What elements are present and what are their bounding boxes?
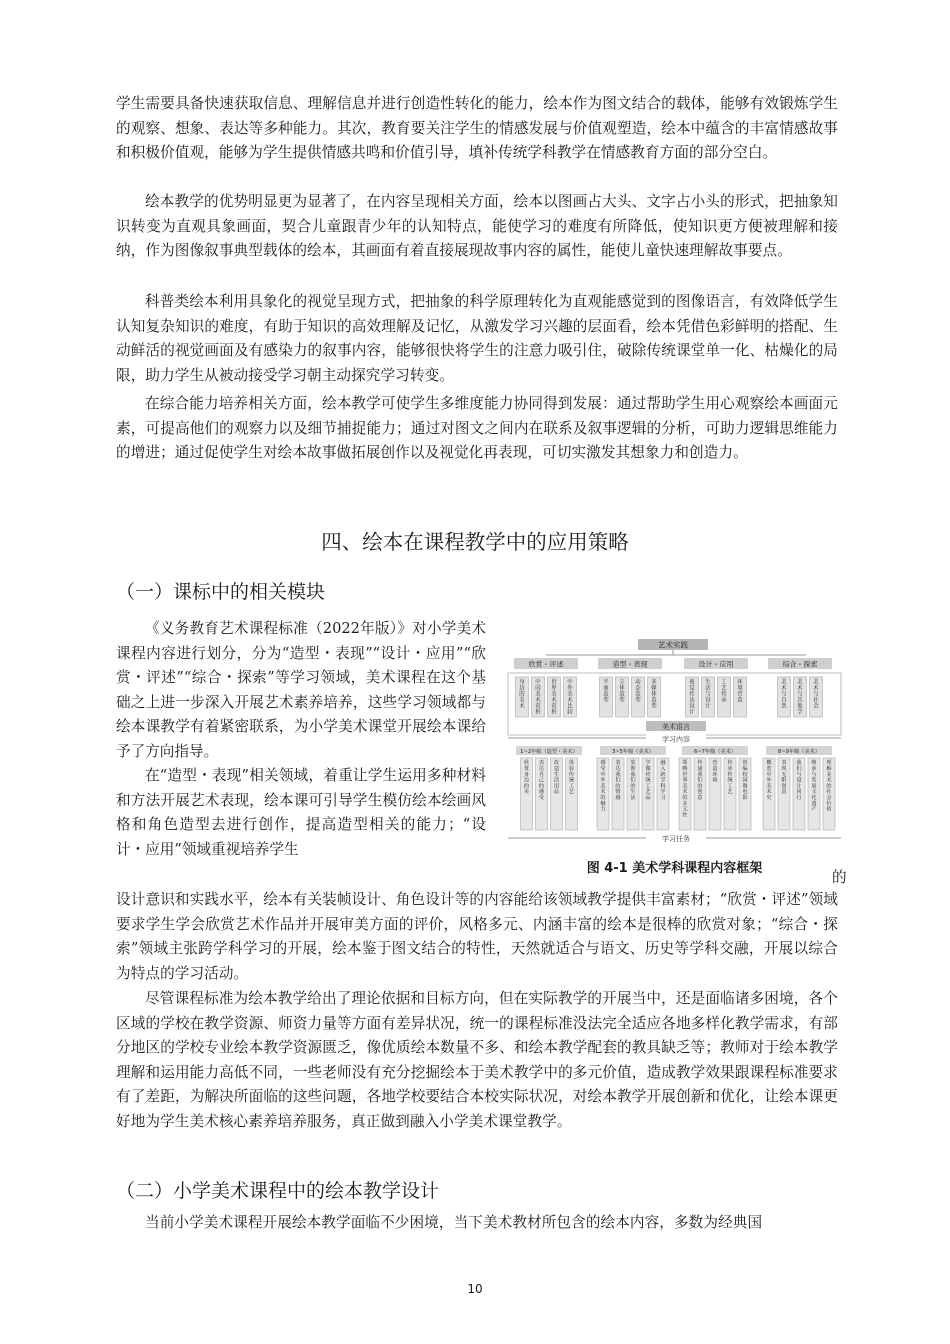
paragraph-6-trailing-char: 的: [832, 869, 847, 886]
paragraph-7: 尽管课程标准为绘本教学给出了理论依据和目标方向，但在实际教学的开展当中，还是面临诸多困境，各个区域的学校在教学资源、师资力量等方面有差异状况，统一的课程标准没法完全适应各地多样化教学需求，有部分地区的学校专业绘本教学资源匮乏，像优质绘本数量不多、和绘本教学配套的教具缺乏等；教师对于绘本教学理解和运用能力高低不同，一些老师没有充分挖掘绘本于美术教学中的多元价值，造成教学效果跟课程标准要求有了差距，为解决所面临的这些问题，各地学校要结合本校实际状况，对绘本教学开展创新和优化，让绘本课更好地为学生美术核心素养培养服务，真正做到融入小学美术课堂教学。: [116, 990, 838, 1130]
paragraph-5: 《义务教育艺术课程标准（2022年版）》对小学美术课程内容进行划分，分为“造型・表现”“设计・应用”“欣赏・评述”“综合・探索”等学习领域，美术课程在这个基础之上进一步深入开展艺术素养培养，这些学习领域都与绘本课教学有着紧密联系，为小学美术课堂开展绘本课给予了方向指导。: [116, 620, 486, 760]
subsection-heading-1: （一）课标中的相关模块: [116, 581, 326, 603]
item-label: 世界美术赏析: [551, 679, 557, 716]
task-label: 学习任务: [662, 835, 690, 843]
grade-item-label: 表现无限创意: [781, 760, 787, 796]
grade-item-label: 融入跨学科学习: [660, 760, 666, 801]
grade-item-label: 表达自己的感受: [538, 760, 545, 801]
grade-item-label: 感受中外美术的魅力: [600, 760, 606, 813]
paragraph-3: 科普类绘本利用具象化的视觉呈现方式，把抽象的科学原理转化为直观能感觉到的图像语言，有效降低学生认知复杂知识的难度，有助于知识的高效理解及记忆，从激发学习兴趣的层面看，绘本凭借色彩鲜明的搭配、生动鲜活的视觉画面及有感染力的叙事内容，能够很快将学生的注意力吸引住，破除传统课堂单一化、枯燥化的局限，助力学生从被动接受学习朝主动探究学习转变。: [116, 293, 838, 384]
item-label: 动态造型: [635, 679, 641, 704]
section-heading: 四、绘本在课程教学中的应用策略: [321, 530, 629, 554]
group-3-label: 设计・应用: [698, 660, 734, 669]
grade-groups: [516, 746, 835, 830]
grade-item-label: 传承传统工艺: [727, 760, 733, 796]
grade-item-label: 欣赏身边的美: [523, 760, 530, 796]
paragraph-6-part-1: 在“造型・表现”相关领域，着重让学生运用多种材料和方法开展艺术表现，绘本课可引导学生模仿绘本绘画风格和角色造型去进行创作，提高造型相关的能力；“设计・应用”领域重视培养学生: [116, 767, 486, 858]
grade-group-label: 3~5年级（美术）: [611, 749, 655, 755]
item-label: 立体造型: [619, 679, 625, 704]
group-4: [768, 658, 832, 669]
grade-item-label: 传递我们的创意: [697, 760, 703, 801]
group-2-label: 造型・表现: [612, 660, 648, 669]
group-items: [516, 677, 823, 717]
group-1: [514, 658, 578, 669]
grade-item-label: 领略世界美术的多元性: [682, 760, 688, 819]
grade-item-label: 表达我们的情感: [615, 760, 621, 801]
group-4-label: 综合・探索: [782, 660, 818, 669]
item-label: 平面造型: [603, 679, 609, 704]
paragraph-6-part-2: 设计意识和实践水平，绘本有关装帧设计、角色设计等的内容能给该领域教学提供丰富素材；“欣赏・评述”领域要求学生学会欣赏艺术作品并开展审美方面的评价，风格多元、内涵丰富的绘本是很棒的欣赏对象；“综合・探索”领域主张跨学科学习的开展，绘本鉴于图文结合的特性，天然就适合与语文、历史等学科交融，开展以综合为特点的学习活动。: [116, 891, 838, 982]
grade-item-label: 体验传统工艺: [568, 760, 575, 796]
item-label: 视觉传达设计: [689, 679, 695, 716]
grade-group-label: 8~9年级（美术）: [777, 749, 821, 755]
content-label: 学习内容: [662, 735, 690, 744]
item-label: 环境营造: [737, 679, 743, 704]
item-label: 工艺传承: [721, 679, 727, 704]
item-label: 身边的美术: [519, 679, 525, 710]
paragraph-8: 当前小学美术课程开展绘本教学面临不少困境，当下美术教材所包含的绘本内容，多数为经典国: [145, 1214, 763, 1231]
grade-item-label: 概览中外美术史: [766, 760, 772, 801]
item-label: 多媒体造型: [651, 679, 657, 710]
grade-group-label: 6~7年级（美术）: [693, 749, 737, 755]
mid-label: 美术语言: [662, 722, 690, 731]
item-label: 美术与自然: [781, 679, 787, 710]
group-2: [598, 658, 662, 669]
item-label: 美术与其他学: [797, 679, 803, 716]
paragraph-1: 学生需要具备快速获取信息、理解信息并进行创造性转化的能力，绘本作为图文结合的载体，能够有效锻炼学生的观察、想象、表达等多种能力。其次，教育要关注学生的情感发展与价值观塑造，绘本中蕴含的丰富情感故事和积极价值观，能够为学生提供情感共鸣和价值引导，填补传统学科教学在情感教育方面的部分空白。: [116, 95, 838, 162]
grade-item-label: 改造生活用品: [553, 760, 560, 796]
item-label: 生活与设计: [705, 679, 711, 710]
group-1-label: 欣赏・评述: [528, 660, 564, 669]
group-3: [684, 658, 748, 669]
grade-item-label: 装饰我们的生活: [630, 760, 636, 801]
figure-caption: 图 4-1 美术学科课程内容框架: [586, 861, 763, 876]
curriculum-framework-diagram: [506, 637, 843, 851]
paragraph-4: 在综合能力培养相关方面，绘本教学可使学生多维度能力协同得到发展：通过帮助学生用心观察绘本画面元素，可提高他们的观察力以及细节捕捉能力；通过对图文之间内在联系及叙事逻辑的分析，可助力逻辑思维能力的增进；通过促使学生对绘本故事做拓展创作以及视觉化再表现，可切实激发其想象力和创造力。: [116, 395, 838, 462]
grade-group-label: 1~2年级（造型・美术）: [520, 749, 578, 755]
grade-item-label: 继承与发展文化遗产: [811, 760, 817, 813]
paragraph-2: 绘本教学的优势明显更为显著了，在内容呈现相关方面，绘本以图画占大头、文字占小头的形式，把抽象知识转变为直观具象画面，契合儿童跟青少年的认知特点，能使学习的难度有所降低，使知识更方便被理解和接纳，作为图像叙事典型载体的绘本，其画面有着直接展现故事内容的属性，能使儿童快速理解故事要点。: [116, 193, 838, 260]
subsection-heading-2: （二）小学美术课程中的绘本教学设计: [116, 1180, 440, 1202]
item-label: 中国美术赏析: [535, 679, 541, 716]
item-label: 中外美术比较: [567, 679, 573, 716]
item-label: 美术与社会: [813, 679, 819, 710]
grade-item-label: 学做传统工艺品: [645, 760, 651, 801]
grade-item-label: 我们与设计同行: [796, 760, 802, 801]
page-number: 10: [467, 1282, 483, 1296]
grade-item-label: 创编校园微电影: [742, 760, 748, 801]
top-label: 艺术实践: [658, 640, 688, 650]
grade-item-label: 理解美术的社会价值: [826, 760, 832, 813]
grade-item-label: 营造环境: [712, 760, 718, 784]
